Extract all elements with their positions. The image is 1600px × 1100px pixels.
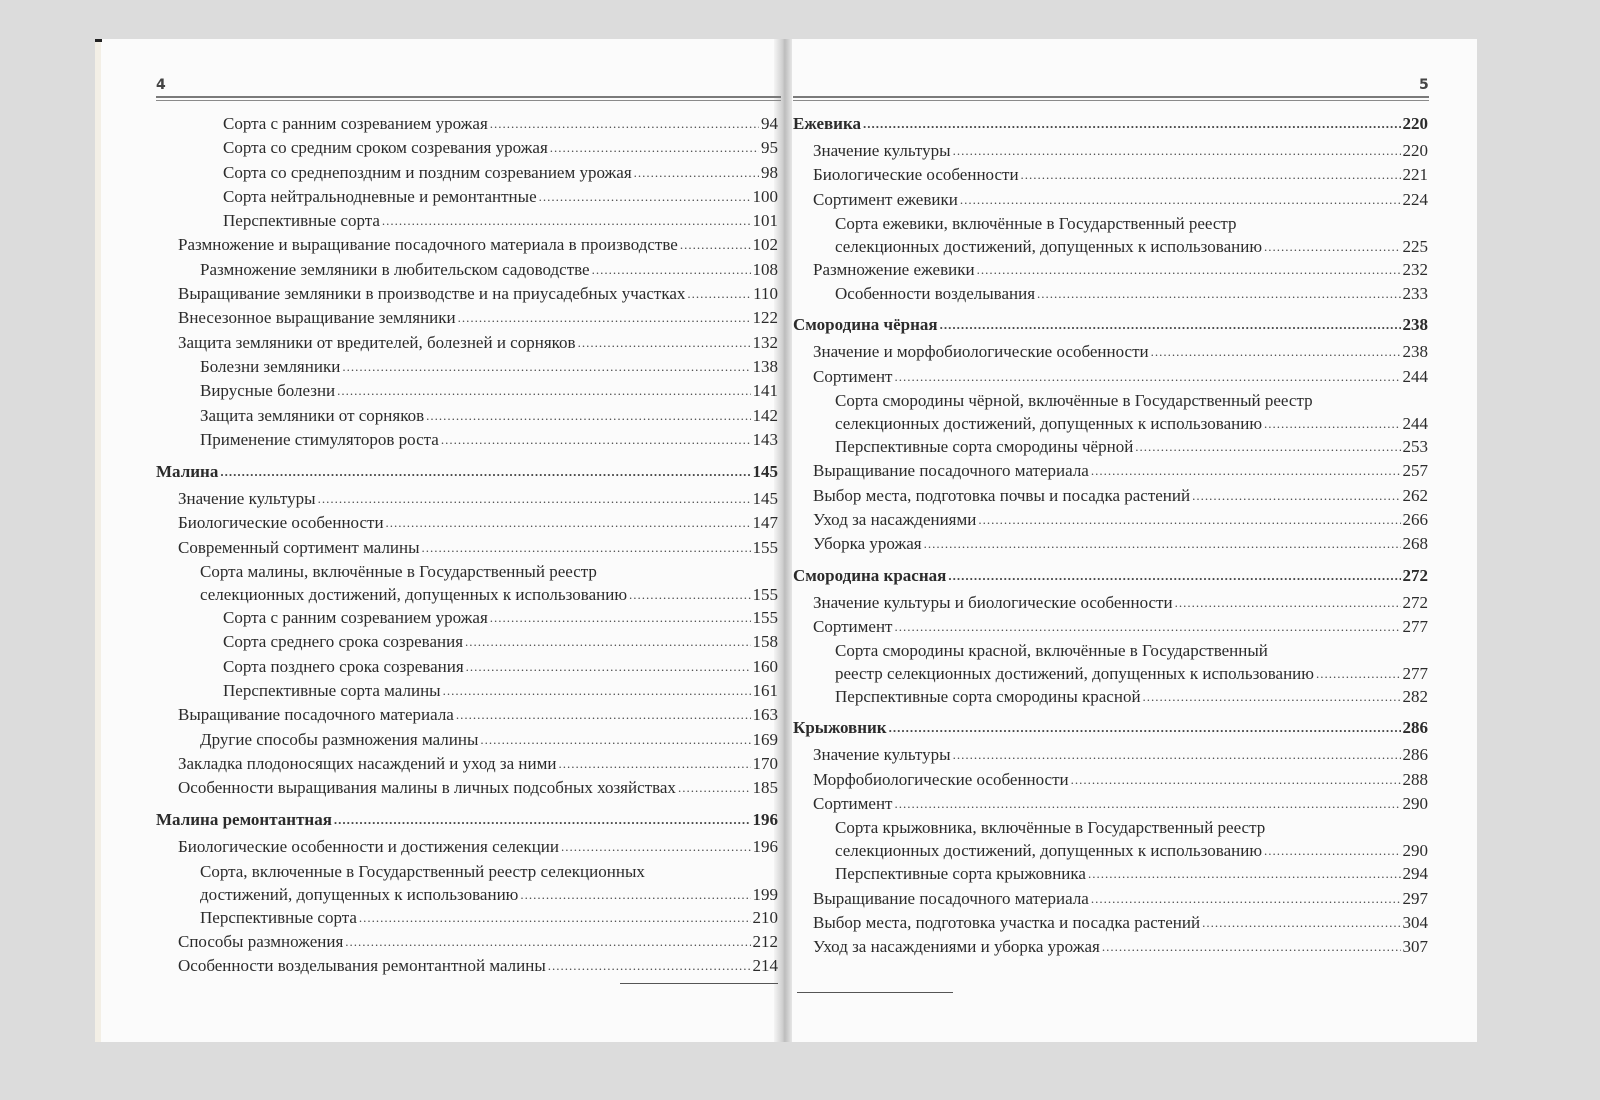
toc-chapter xyxy=(793,716,1428,740)
toc-entry-title: Размножение земляники в любительском садоводстве xyxy=(200,259,590,279)
toc-entry-title: Особенности выращивания малины в личных подсобных хозяйствах xyxy=(178,778,676,798)
toc-entry-title: Сорта с ранним созреванием урожая xyxy=(223,114,488,133)
toc-entry xyxy=(793,459,1428,483)
toc-entry-title: Значение культуры и биологические особенности xyxy=(813,592,1173,612)
toc-entry-title: селекционных достижений, допущенных к использованию xyxy=(200,585,628,605)
toc-entry-title: Сортимент xyxy=(813,366,893,386)
toc-chapter xyxy=(793,112,1428,136)
toc-entry-title: Сортимент xyxy=(813,794,893,814)
toc-entry-title-line1: Сорта крыжовника, включённые в Государственный реестр xyxy=(835,818,1266,838)
dot-leader xyxy=(1151,340,1401,363)
toc-entry xyxy=(793,508,1428,532)
toc-entry-title: Перспективные сорта xyxy=(200,907,357,927)
toc-entry-title: Сорта со средним сроком созревания урожая xyxy=(223,138,548,158)
toc-entry xyxy=(156,906,778,930)
dot-leader xyxy=(1264,235,1400,258)
dot-leader xyxy=(977,258,1401,281)
dot-leader xyxy=(894,615,1400,638)
toc-page-number: 196 xyxy=(752,837,778,857)
dot-leader xyxy=(220,460,750,483)
toc-page-number: 272 xyxy=(1402,565,1428,585)
toc-page-number: 185 xyxy=(752,778,778,798)
toc-page-number: 304 xyxy=(1402,912,1428,932)
toc-page-number: 199 xyxy=(752,884,778,904)
toc-page-number: 294 xyxy=(1402,864,1428,884)
dot-leader xyxy=(1091,887,1401,910)
toc-page-number: 101 xyxy=(752,211,778,231)
toc-page-number: 232 xyxy=(1402,259,1428,279)
toc-entry xyxy=(156,233,778,257)
toc-entry-title: селекционных достижений, допущенных к использованию xyxy=(835,236,1263,256)
toc-entry-title: Малина ремонтантная xyxy=(156,810,332,830)
toc-page-number: 169 xyxy=(752,729,778,749)
toc-entry-title-line1: Сорта малины, включённые в Государственный реестр xyxy=(200,562,597,582)
dot-leader xyxy=(441,428,751,451)
toc-entry xyxy=(793,258,1428,282)
toc-entry-title: Применение стимуляторов роста xyxy=(200,429,439,449)
toc-page-number: 145 xyxy=(752,462,778,482)
toc-chapter xyxy=(793,564,1428,588)
toc-page-number: 98 xyxy=(761,162,778,182)
right-header-rule xyxy=(793,96,1429,101)
toc-page-number: 210 xyxy=(752,907,778,927)
toc-page-number: 161 xyxy=(752,680,778,700)
dot-leader xyxy=(480,728,750,751)
dot-leader xyxy=(426,404,750,427)
toc-entry xyxy=(156,209,778,233)
toc-entry xyxy=(156,954,778,978)
dot-leader xyxy=(1264,412,1400,435)
dot-leader xyxy=(1102,935,1401,958)
toc-entry xyxy=(156,776,778,800)
toc-entry-title: Биологические особенности xyxy=(178,513,384,533)
toc-page-number: 147 xyxy=(752,513,778,533)
toc-entry xyxy=(156,536,778,560)
toc-entry xyxy=(156,728,778,752)
toc-entry-title: Значение культуры xyxy=(178,489,316,509)
left-footer-rule xyxy=(620,983,778,984)
dot-leader xyxy=(960,188,1401,211)
toc-page-number: 214 xyxy=(752,956,778,976)
left-page-number: 4 xyxy=(156,77,166,93)
toc-page-number: 244 xyxy=(1402,366,1428,386)
toc-page-number: 286 xyxy=(1402,718,1428,738)
toc-entry xyxy=(156,511,778,535)
toc-entry-title: Размножение ежевики xyxy=(813,259,975,279)
toc-entry-title: Размножение и выращивание посадочного материала в производстве xyxy=(178,235,678,255)
toc-page-number: 95 xyxy=(761,138,778,158)
toc-entry-title: Перспективные сорта смородины красной xyxy=(835,687,1141,707)
toc-entry xyxy=(793,282,1428,306)
toc-page-number: 233 xyxy=(1402,284,1428,304)
dot-leader xyxy=(1037,282,1400,305)
toc-page-number: 102 xyxy=(752,235,778,255)
toc-entry xyxy=(793,911,1428,935)
toc-entry-title: Малина xyxy=(156,462,219,482)
toc-entry xyxy=(793,615,1428,639)
toc-entry-title: Ежевика xyxy=(793,114,861,133)
toc-page-number: 266 xyxy=(1402,509,1428,529)
toc-entry xyxy=(793,163,1428,187)
toc-entry xyxy=(793,792,1428,816)
toc-entry-title: Особенности возделывания ремонтантной малины xyxy=(178,956,546,976)
toc-entry xyxy=(156,560,778,606)
toc-page-number: 163 xyxy=(752,705,778,725)
toc-entry xyxy=(793,639,1428,685)
toc-entry-title: Значение и морфобиологические особенности xyxy=(813,342,1149,362)
toc-entry-title: Перспективные сорта xyxy=(223,211,380,231)
toc-entry xyxy=(156,630,778,654)
toc-page-number: 272 xyxy=(1402,592,1428,612)
toc-entry-title: достижений, допущенных к использованию xyxy=(200,884,519,904)
toc-page-number: 225 xyxy=(1402,236,1428,256)
dot-leader xyxy=(680,233,751,256)
toc-entry xyxy=(793,887,1428,911)
dot-leader xyxy=(978,508,1400,531)
right-footer-rule xyxy=(797,992,953,993)
dot-leader xyxy=(520,883,750,906)
toc-page-number: 160 xyxy=(752,656,778,676)
toc-entry-title-line1: Сорта смородины чёрной, включённые в Государственный реестр xyxy=(835,391,1313,411)
toc-page-number: 244 xyxy=(1402,414,1428,434)
left-header-rule xyxy=(156,96,781,101)
dot-leader xyxy=(1088,862,1401,885)
toc-entry xyxy=(793,389,1428,435)
toc-page-number: 262 xyxy=(1402,485,1428,505)
toc-entry-title: реестр селекционных достижений, допущенных к использованию xyxy=(835,664,1314,684)
toc-entry xyxy=(793,532,1428,556)
dot-leader xyxy=(465,630,750,653)
toc-page-number: 238 xyxy=(1402,342,1428,362)
dot-leader xyxy=(1021,163,1401,186)
toc-page-number: 253 xyxy=(1402,437,1428,457)
dot-leader xyxy=(422,536,751,559)
dot-leader xyxy=(889,716,1401,739)
toc-entry xyxy=(156,860,778,906)
toc-entry xyxy=(156,355,778,379)
toc-entry-title: Другие способы размножения малины xyxy=(200,729,479,749)
toc-entry xyxy=(793,862,1428,886)
toc-entry xyxy=(156,185,778,209)
dot-leader xyxy=(345,930,750,953)
toc-page-number: 268 xyxy=(1402,534,1428,554)
toc-page-number: 220 xyxy=(1402,114,1428,133)
toc-entry-title: Выращивание посадочного материала xyxy=(813,461,1089,481)
toc-entry-title: Биологические особенности xyxy=(813,165,1019,185)
dot-leader xyxy=(466,655,751,678)
dot-leader xyxy=(334,808,751,831)
dot-leader xyxy=(342,355,750,378)
toc-entry xyxy=(793,591,1428,615)
toc-entry-title: Уборка урожая xyxy=(813,534,922,554)
dot-leader xyxy=(953,743,1401,766)
toc-entry xyxy=(793,685,1428,709)
toc-entry-title: Смородина красная xyxy=(793,565,947,585)
toc-page-number: 145 xyxy=(752,489,778,509)
toc-entry xyxy=(156,487,778,511)
dot-leader xyxy=(382,209,751,232)
dot-leader xyxy=(1175,591,1401,614)
toc-entry-title: Выращивание посадочного материала xyxy=(813,888,1089,908)
toc-page-number: 238 xyxy=(1402,315,1428,335)
toc-entry-title-line1: Сорта, включенные в Государственный реестр селекционных xyxy=(200,861,645,881)
toc-entry-title: Сорта со среднепоздним и поздним созреванием урожая xyxy=(223,162,632,182)
toc-entry xyxy=(156,379,778,403)
toc-page-number: 212 xyxy=(752,932,778,952)
dot-leader xyxy=(687,282,751,305)
toc-entry xyxy=(156,404,778,428)
toc-chapter xyxy=(793,313,1428,337)
toc-entry-title: Сортимент ежевики xyxy=(813,189,958,209)
toc-entry-title: Значение культуры xyxy=(813,141,951,160)
toc-entry xyxy=(793,212,1428,258)
toc-entry xyxy=(156,679,778,703)
toc-entry-title: Выбор места, подготовка почвы и посадка растений xyxy=(813,485,1191,505)
dot-leader xyxy=(948,564,1400,587)
toc-entry xyxy=(793,484,1428,508)
toc-entry xyxy=(793,139,1428,163)
toc-entry-title: Закладка плодоносящих насаждений и уход за ними xyxy=(178,753,557,773)
toc-page-number: 108 xyxy=(752,259,778,279)
toc-entry xyxy=(156,112,778,136)
dot-leader xyxy=(1135,435,1400,458)
dot-leader xyxy=(678,776,751,799)
dot-leader xyxy=(490,606,751,629)
dot-leader xyxy=(386,511,751,534)
toc-entry-title: Перспективные сорта малины xyxy=(223,680,441,700)
toc-entry-title: Выращивание посадочного материала xyxy=(178,705,454,725)
dot-leader xyxy=(924,532,1401,555)
toc-page-number: 100 xyxy=(752,186,778,206)
toc-page-number: 224 xyxy=(1402,189,1428,209)
toc-entry xyxy=(793,340,1428,364)
toc-page-number: 282 xyxy=(1402,687,1428,707)
toc-entry xyxy=(156,752,778,776)
toc-page-number: 286 xyxy=(1402,745,1428,765)
dot-leader xyxy=(337,379,750,402)
dot-leader xyxy=(629,583,750,606)
toc-entry xyxy=(156,835,778,859)
toc-page-number: 196 xyxy=(752,810,778,830)
toc-page-number: 277 xyxy=(1402,664,1428,684)
toc-entry xyxy=(793,816,1428,862)
dot-leader xyxy=(548,954,751,977)
toc-entry-title: Выращивание земляники в производстве и на приусадебных участках xyxy=(178,284,686,304)
toc-entry-title: Уход за насаждениями xyxy=(813,509,977,529)
dot-leader xyxy=(558,752,750,775)
toc-chapter xyxy=(156,460,778,484)
dot-leader xyxy=(1071,768,1401,791)
toc-entry xyxy=(156,161,778,185)
toc-entry-title: Особенности возделывания xyxy=(835,284,1036,304)
toc-page-number: 290 xyxy=(1402,794,1428,814)
dot-leader xyxy=(443,679,751,702)
dot-leader xyxy=(863,112,1401,135)
toc-page-number: 307 xyxy=(1402,937,1428,957)
dot-leader xyxy=(561,835,751,858)
dot-leader xyxy=(359,906,751,929)
corner-mark xyxy=(95,39,102,42)
toc-entry-title: Биологические особенности и достижения селекции xyxy=(178,837,559,857)
toc-entry xyxy=(793,743,1428,767)
dot-leader xyxy=(894,365,1400,388)
toc-entry xyxy=(156,703,778,727)
toc-page-number: 158 xyxy=(752,632,778,652)
toc-entry-title: селекционных достижений, допущенных к использованию xyxy=(835,414,1263,434)
dot-leader xyxy=(1316,662,1401,685)
dot-leader xyxy=(1091,459,1401,482)
toc-page-number: 257 xyxy=(1402,461,1428,481)
toc-page-number: 277 xyxy=(1402,616,1428,636)
toc-page-number: 297 xyxy=(1402,888,1428,908)
toc-page-number: 288 xyxy=(1402,769,1428,789)
toc-entry-title: Перспективные сорта смородины чёрной xyxy=(835,437,1134,457)
toc-entry xyxy=(156,655,778,679)
dot-leader xyxy=(490,112,759,135)
toc-entry-title: Внесезонное выращивание земляники xyxy=(178,308,456,328)
toc-entry xyxy=(793,365,1428,389)
toc-page-number: 221 xyxy=(1402,165,1428,185)
dot-leader xyxy=(592,258,751,281)
toc-page-number: 138 xyxy=(752,356,778,376)
dot-leader xyxy=(1264,839,1400,862)
toc-page-number: 155 xyxy=(752,537,778,557)
toc-entry-title: Выбор места, подготовка участка и посадка растений xyxy=(813,912,1201,932)
toc-page-number: 94 xyxy=(761,114,778,133)
toc-entry-title: Современный сортимент малины xyxy=(178,537,420,557)
dot-leader xyxy=(458,306,751,329)
toc-page-number: 155 xyxy=(752,608,778,628)
toc-entry xyxy=(793,935,1428,959)
right-page-number: 5 xyxy=(1419,77,1429,93)
toc-entry-title: Смородина чёрная xyxy=(793,315,938,335)
toc-page-number: 143 xyxy=(752,429,778,449)
toc-entry xyxy=(156,606,778,630)
toc-entry-title: селекционных достижений, допущенных к использованию xyxy=(835,841,1263,861)
toc-entry xyxy=(156,428,778,452)
toc-page-number: 142 xyxy=(752,405,778,425)
toc-page-number: 290 xyxy=(1402,841,1428,861)
toc-page-number: 220 xyxy=(1402,141,1428,160)
dot-leader xyxy=(578,331,751,354)
toc-entry-title: Значение культуры xyxy=(813,745,951,765)
toc-entry xyxy=(156,930,778,954)
toc-entry-title: Способы размножения xyxy=(178,932,344,952)
dot-leader xyxy=(1202,911,1400,934)
dot-leader xyxy=(940,313,1401,336)
toc-entry xyxy=(793,768,1428,792)
dot-leader xyxy=(456,703,751,726)
toc-entry-title: Уход за насаждениями и уборка урожая xyxy=(813,937,1100,957)
toc-page-number: 170 xyxy=(752,753,778,773)
toc-entry xyxy=(156,306,778,330)
toc-entry-title: Сорта среднего срока созревания xyxy=(223,632,464,652)
toc-right xyxy=(793,112,1428,960)
dot-leader xyxy=(1143,685,1401,708)
toc-entry-title: Сорта позднего срока созревания xyxy=(223,656,464,676)
toc-page-number: 110 xyxy=(753,284,778,304)
dot-leader xyxy=(894,792,1400,815)
toc-entry xyxy=(793,435,1428,459)
toc-entry-title: Защита земляники от вредителей, болезней и сорняков xyxy=(178,332,576,352)
toc-entry-title-line1: Сорта ежевики, включённые в Государственный реестр xyxy=(835,213,1237,233)
toc-entry xyxy=(793,188,1428,212)
dot-leader xyxy=(318,487,751,510)
toc-entry xyxy=(156,136,778,160)
toc-entry-title: Болезни земляники xyxy=(200,356,341,376)
dot-leader xyxy=(539,185,751,208)
toc-page-number: 141 xyxy=(752,381,778,401)
toc-entry xyxy=(156,258,778,282)
toc-left xyxy=(156,112,778,979)
toc-page-number: 155 xyxy=(752,585,778,605)
dot-leader xyxy=(1192,484,1400,507)
dot-leader xyxy=(953,139,1401,162)
toc-entry-title-line1: Сорта смородины красной, включённые в Государственный xyxy=(835,641,1268,661)
toc-chapter xyxy=(156,808,778,832)
dot-leader xyxy=(550,136,759,159)
toc-page-number: 122 xyxy=(752,308,778,328)
toc-entry-title: Сортимент xyxy=(813,616,893,636)
toc-entry-title: Перспективные сорта крыжовника xyxy=(835,864,1086,884)
toc-entry-title: Крыжовник xyxy=(793,718,887,738)
toc-entry-title: Сорта нейтральнодневные и ремонтантные xyxy=(223,186,537,206)
toc-page-number: 132 xyxy=(752,332,778,352)
toc-entry-title: Сорта с ранним созреванием урожая xyxy=(223,608,488,628)
toc-entry-title: Защита земляники от сорняков xyxy=(200,405,425,425)
toc-entry xyxy=(156,282,778,306)
toc-entry-title: Вирусные болезни xyxy=(200,381,336,401)
toc-entry-title: Морфобиологические особенности xyxy=(813,769,1069,789)
toc-entry xyxy=(156,331,778,355)
dot-leader xyxy=(634,161,759,184)
